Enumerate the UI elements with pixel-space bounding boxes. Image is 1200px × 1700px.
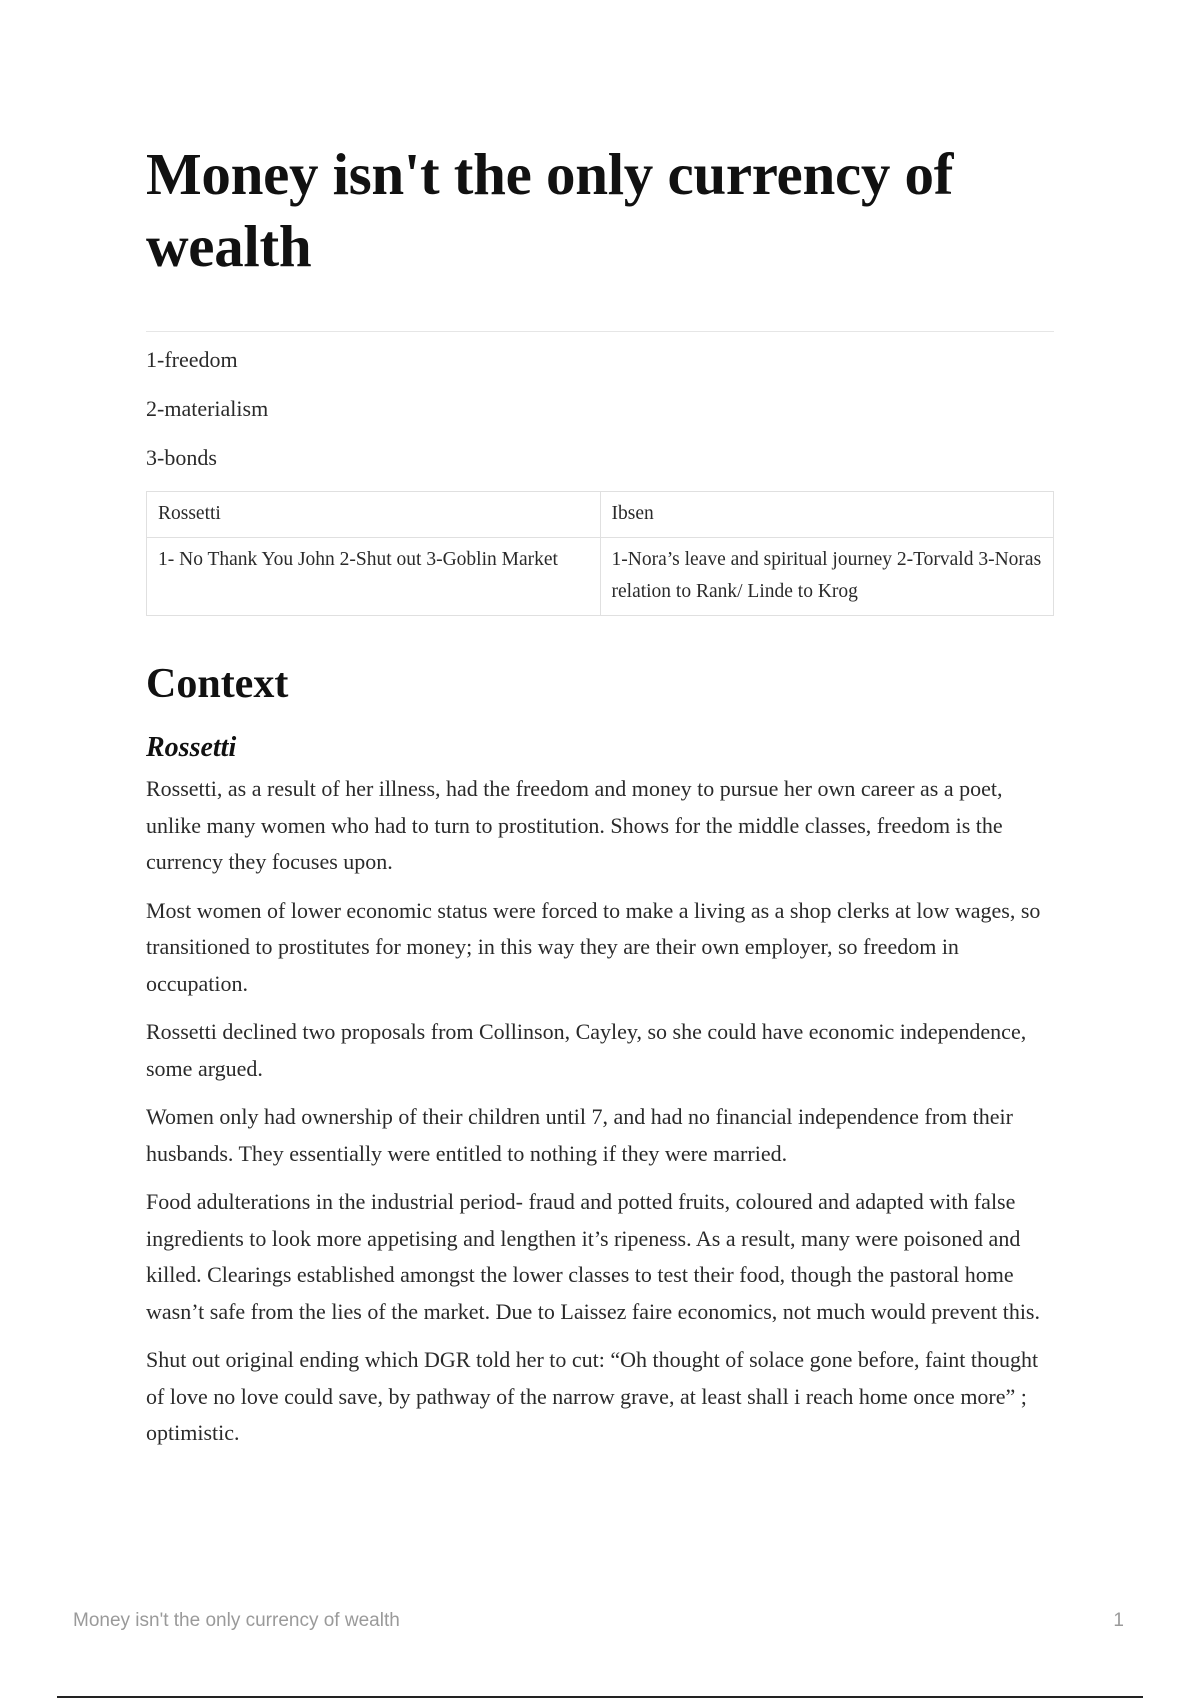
title-divider xyxy=(146,331,1054,332)
list-item: 1-freedom xyxy=(146,347,238,372)
table-row xyxy=(147,538,1054,616)
table-cell: 1- No Thank You John 2-Shut out 3-Goblin Market xyxy=(147,538,601,616)
table-header-rossetti: Rossetti xyxy=(147,492,601,538)
theme-list xyxy=(146,344,1054,474)
section-heading-context: Context xyxy=(146,661,289,707)
page-number: 1 xyxy=(1113,1610,1124,1631)
comparison-table xyxy=(146,491,1054,616)
document-body xyxy=(146,138,1054,1464)
paragraph: Rossetti, as a result of her illness, had the freedom and money to pursue her own career as a poet, unlike many women who had to turn to prostitution. Shows for the middle classes, freedom is the currency they focuses upon. xyxy=(146,776,1003,874)
page-bottom-divider xyxy=(57,1696,1143,1698)
footer-title: Money isn't the only currency of wealth xyxy=(73,1610,400,1631)
table-header-ibsen: Ibsen xyxy=(600,492,1054,538)
table-header-row xyxy=(147,492,1054,538)
paragraph: Most women of lower economic status were forced to make a living as a shop clerks at low wages, so transitioned to prostitutes for money; in this way they are their own employer, so freedom in occupation. xyxy=(146,897,1041,996)
list-item: 2-materialism xyxy=(146,396,269,421)
subheading-rossetti: Rossetti xyxy=(146,732,237,763)
paragraph: Rossetti declined two proposals from Collinson, Cayley, so she could have economic independence, some argued. xyxy=(146,1019,1027,1081)
context-paragraphs xyxy=(146,771,1054,1452)
paragraph: Food adulterations in the industrial period- fraud and potted fruits, coloured and adapted with false ingredients to look more appetising and lengthen it’s ripeness. As a result, many were poisoned and killed. Clearings established amongst the lower classes to test their food, though the pastoral home wasn’t safe from the lies of the market. Due to Laissez faire economics, not much would prevent this. xyxy=(146,1189,1040,1324)
list-item: 3-bonds xyxy=(146,445,217,470)
paragraph: Women only had ownership of their children until 7, and had no financial independence from their husbands. They essentially were entitled to nothing if they were married. xyxy=(146,1104,1013,1166)
document-title: Money isn't the only currency of wealth xyxy=(146,141,954,279)
table-cell: 1-Nora’s leave and spiritual journey 2-Torvald 3-Noras relation to Rank/ Linde to Krog xyxy=(600,538,1054,616)
paragraph: Shut out original ending which DGR told her to cut: “Oh thought of solace gone before, faint thought of love no love could save, by pathway of the narrow grave, at least shall i reach home once more” ; optimistic. xyxy=(146,1347,1039,1445)
